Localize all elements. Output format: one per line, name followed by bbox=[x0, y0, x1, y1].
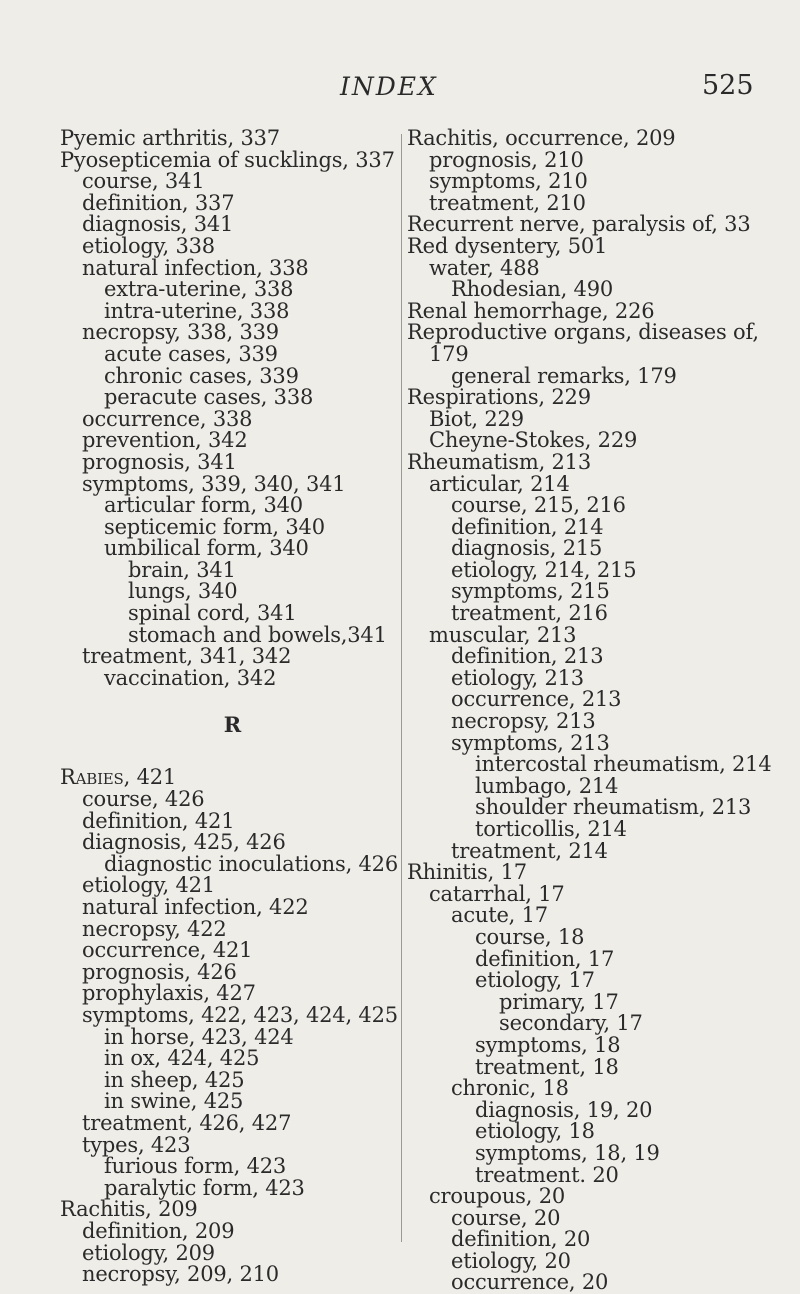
index-subentry: natural infection, 422 bbox=[82, 895, 309, 919]
index-subentry: primary, 17 bbox=[499, 989, 619, 1014]
index-subentry: water, 488 bbox=[429, 255, 540, 280]
index-subentry: prevention, 342 bbox=[82, 428, 248, 453]
index-subentry: vaccination, 342 bbox=[104, 665, 277, 690]
index-subentry: general remarks, 179 bbox=[451, 363, 677, 388]
index-subentry: etiology, 18 bbox=[475, 1119, 595, 1144]
index-subentry: diagnosis, 341 bbox=[82, 212, 234, 237]
index-subentry: etiology, 213 bbox=[451, 665, 584, 690]
index-subentry: in sheep, 425 bbox=[104, 1067, 245, 1092]
index-main-entry: Red dysentery, 501 bbox=[407, 233, 608, 258]
index-subentry: etiology, 20 bbox=[451, 1248, 571, 1273]
index-subentry: in horse, 423, 424 bbox=[104, 1024, 294, 1049]
index-column-left bbox=[60, 128, 405, 1286]
index-subentry: course, 18 bbox=[475, 924, 585, 949]
index-main-entry: Rheumatism, 213 bbox=[407, 449, 592, 474]
index-subentry: treatment, 341, 342 bbox=[82, 644, 292, 669]
index-subentry: chronic cases, 339 bbox=[104, 363, 299, 388]
index-subentry: acute, 17 bbox=[451, 903, 548, 928]
index-subentry: symptoms, 215 bbox=[451, 579, 610, 604]
index-subentry: Cheyne-Stokes, 229 bbox=[429, 428, 638, 453]
index-subentry: necropsy, 338, 339 bbox=[82, 320, 279, 345]
index-subentry: course, 426 bbox=[82, 787, 205, 812]
index-subentry: torticollis, 214 bbox=[475, 817, 627, 841]
index-subentry: natural infection, 338 bbox=[82, 255, 309, 280]
index-main-entry: Rachitis, occurrence, 209 bbox=[407, 126, 676, 150]
index-subentry: articular form, 340 bbox=[104, 493, 303, 518]
index-subentry: symptoms, 339, 340, 341 bbox=[82, 471, 346, 496]
index-subentry: in ox, 424, 425 bbox=[104, 1046, 260, 1071]
index-main-entry: Renal hemorrhage, 226 bbox=[407, 298, 655, 323]
index-subentry: necropsy, 213 bbox=[451, 709, 596, 734]
index-subentry: secondary, 17 bbox=[499, 1011, 643, 1036]
index-subentry: course, 341 bbox=[82, 169, 205, 194]
index-subentry: extra-uterine, 338 bbox=[104, 277, 294, 302]
index-subentry: stomach and bowels,341 bbox=[128, 622, 387, 647]
index-subentry: symptoms, 213 bbox=[451, 730, 610, 755]
index-subentry: spinal cord, 341 bbox=[128, 601, 297, 626]
index-subentry: acute cases, 339 bbox=[104, 341, 278, 366]
index-subentry: etiology, 17 bbox=[475, 968, 595, 993]
index-subentry: diagnostic inoculations, 426 bbox=[104, 851, 398, 876]
index-subentry: catarrhal, 17 bbox=[429, 881, 565, 906]
index-subentry: symptoms, 18 bbox=[475, 1032, 621, 1057]
index-subentry: definition, 214 bbox=[451, 514, 604, 539]
index-subentry: treatment, 216 bbox=[451, 601, 608, 626]
index-subentry: etiology, 338 bbox=[82, 233, 215, 258]
page-header bbox=[0, 72, 800, 108]
index-subentry: chronic, 18 bbox=[451, 1076, 569, 1101]
index-subentry: paralytic form, 423 bbox=[104, 1175, 305, 1200]
index-subentry: furious form, 423 bbox=[104, 1154, 287, 1179]
index-subentry: course, 20 bbox=[451, 1205, 561, 1230]
index-subentry: lungs, 340 bbox=[128, 579, 238, 604]
index-subentry: septicemic form, 340 bbox=[104, 514, 325, 539]
index-subentry: occurrence, 213 bbox=[451, 687, 622, 712]
index-subentry: brain, 341 bbox=[128, 557, 236, 582]
index-main-entry: Respirations, 229 bbox=[407, 385, 591, 410]
index-subentry: occurrence, 338 bbox=[82, 406, 253, 431]
index-subentry: peracute cases, 338 bbox=[104, 385, 314, 410]
index-subentry: necropsy, 209, 210 bbox=[82, 1262, 279, 1287]
index-subentry: shoulder rheumatism, 213 bbox=[475, 795, 752, 820]
index-subentry: in swine, 425 bbox=[104, 1089, 244, 1114]
index-main-entry: Pyosepticemia of sucklings, 337 bbox=[60, 147, 395, 172]
index-subentry: lumbago, 214 bbox=[475, 773, 619, 798]
index-subentry: muscular, 213 bbox=[429, 622, 577, 647]
index-subentry: definition, 337 bbox=[82, 190, 235, 215]
index-subentry: definition, 213 bbox=[451, 644, 604, 669]
index-subentry: definition, 209 bbox=[82, 1218, 235, 1243]
index-subentry: croupous, 20 bbox=[429, 1184, 566, 1209]
index-subentry: Biot, 229 bbox=[429, 406, 524, 431]
index-subentry: etiology, 214, 215 bbox=[451, 557, 637, 582]
index-subentry: types, 423 bbox=[82, 1132, 191, 1157]
index-main-entry: Rhinitis, 17 bbox=[407, 860, 527, 885]
index-subentry: etiology, 421 bbox=[82, 873, 215, 898]
index-subentry: etiology, 209 bbox=[82, 1240, 215, 1265]
index-subentry: necropsy, 422 bbox=[82, 916, 227, 941]
index-subentry: intra-uterine, 338 bbox=[104, 298, 290, 323]
index-subentry: treatment, 18 bbox=[475, 1054, 619, 1079]
page-number: 525 bbox=[702, 70, 754, 101]
index-subentry: definition, 17 bbox=[475, 946, 615, 971]
index-subentry: articular, 214 bbox=[429, 471, 570, 496]
section-letter-heading: R bbox=[223, 712, 242, 738]
index-subentry: treatment, 214 bbox=[451, 838, 608, 863]
index-subentry: intercostal rheumatism, 214 bbox=[475, 752, 772, 777]
page-title: INDEX bbox=[340, 72, 438, 101]
index-subentry: diagnosis, 425, 426 bbox=[82, 830, 286, 855]
index-subentry: occurrence, 421 bbox=[82, 938, 253, 963]
index-subentry: treatment, 426, 427 bbox=[82, 1110, 292, 1135]
index-subentry: prognosis, 341 bbox=[82, 449, 237, 474]
index-subentry: definition, 421 bbox=[82, 808, 235, 833]
index-subentry: prognosis, 426 bbox=[82, 959, 237, 984]
index-subentry: course, 215, 216 bbox=[451, 493, 626, 518]
index-column-right bbox=[407, 128, 797, 1294]
index-main-entry: Rabies, 421 bbox=[60, 765, 177, 790]
index-subentry: prognosis, 210 bbox=[429, 147, 584, 172]
index-subentry: symptoms, 422, 423, 424, 425 bbox=[82, 1002, 398, 1027]
index-subentry: diagnosis, 215 bbox=[451, 536, 603, 561]
index-subentry: treatment, 210 bbox=[429, 190, 586, 215]
index-subentry: occurrence, 20 bbox=[451, 1270, 609, 1294]
index-main-entry: Pyemic arthritis, 337 bbox=[60, 126, 280, 150]
index-main-entry: Reproductive organs, diseases of, bbox=[407, 320, 759, 345]
index-subentry: symptoms, 18, 19 bbox=[475, 1140, 660, 1165]
index-main-entry: Recurrent nerve, paralysis of, 33 bbox=[407, 212, 751, 237]
index-subentry: 179 bbox=[429, 341, 469, 366]
index-subentry: umbilical form, 340 bbox=[104, 536, 309, 561]
index-subentry: prophylaxis, 427 bbox=[82, 981, 256, 1006]
index-subentry: Rhodesian, 490 bbox=[451, 277, 614, 302]
index-subentry: treatment. 20 bbox=[475, 1162, 619, 1187]
index-subentry: symptoms, 210 bbox=[429, 169, 588, 194]
index-subentry: definition, 20 bbox=[451, 1227, 591, 1252]
index-main-entry: Rachitis, 209 bbox=[60, 1197, 198, 1222]
index-subentry: diagnosis, 19, 20 bbox=[475, 1097, 653, 1122]
